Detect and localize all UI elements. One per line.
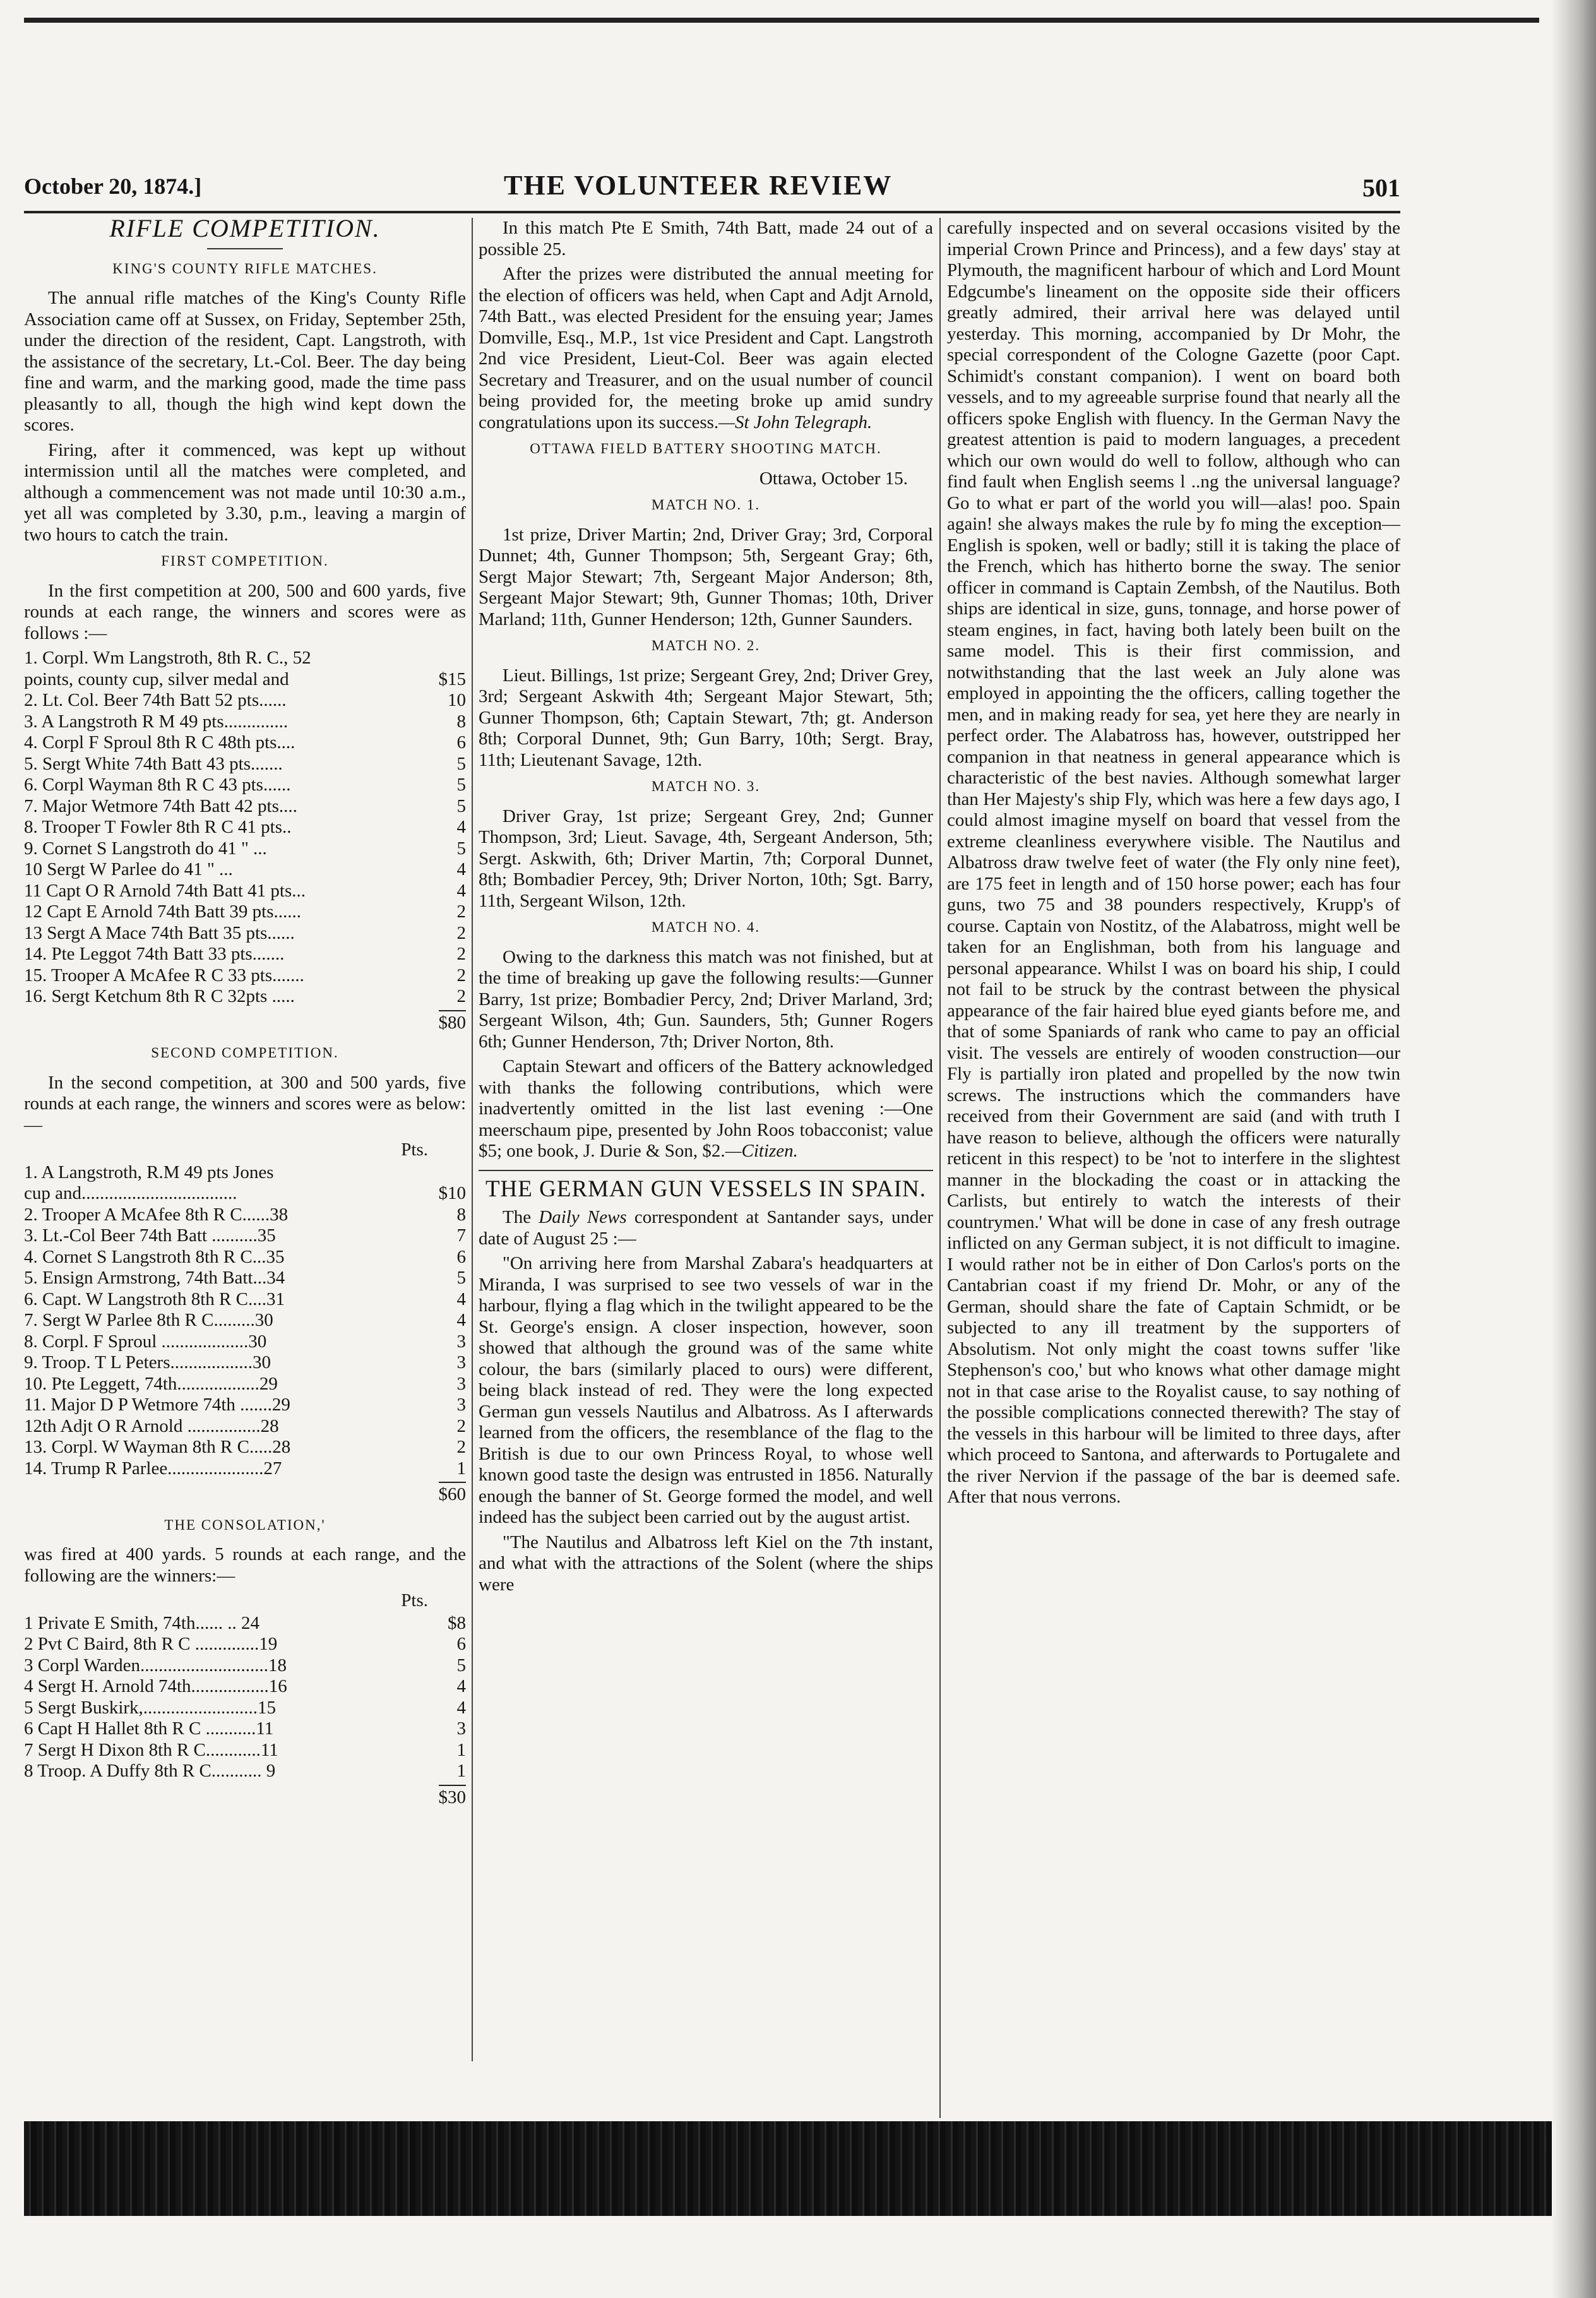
consolation-list xyxy=(24,1613,466,1782)
list-item-text: 4. Cornet S Langstroth 8th R C...35 xyxy=(24,1246,285,1267)
list-item xyxy=(24,648,466,669)
list-item xyxy=(24,1374,466,1395)
list-item-amount: 5 xyxy=(456,1655,466,1676)
list-item-text: 1. A Langstroth, R.M 49 pts Jones xyxy=(24,1162,274,1182)
list-item xyxy=(24,923,466,944)
column-3 xyxy=(947,218,1400,1512)
list-item xyxy=(24,944,466,965)
list-item-amount: 1 xyxy=(456,1458,466,1479)
article-paragraph: Firing, after it commenced, was kept up without intermission until all the matches were completed, and although a commencement was not made until 10:30 a.m., yet all was completed by 3.30, p.m., leaving a margin of two hours to catch the train. xyxy=(24,439,466,545)
list-item-amount: 8 xyxy=(456,711,466,732)
list-item-amount: 10 xyxy=(448,690,466,710)
list-item-text: 5 Sergt Buskirk,.........................15 xyxy=(24,1697,277,1718)
list-item-amount: 4 xyxy=(456,817,466,837)
list-item-text: 10. Pte Leggett, 74th..................29 xyxy=(24,1373,278,1394)
list-item xyxy=(24,1205,466,1226)
list-item-text: 12 Capt E Arnold 74th Batt 39 pts...... xyxy=(24,902,302,922)
list-item-text: 7. Major Wetmore 74th Batt 42 pts.... xyxy=(24,795,297,816)
list-item-amount: 2 xyxy=(456,986,466,1006)
list-item-amount: 4 xyxy=(456,1676,466,1696)
scan-right-edge xyxy=(1552,0,1596,2298)
list-item-amount: 2 xyxy=(456,1437,466,1457)
list-item xyxy=(24,1676,466,1698)
list-item xyxy=(24,838,466,860)
consolation-intro: was fired at 400 yards. 5 rounds at each range, and the following are the winners:— xyxy=(24,1544,466,1586)
consolation-total: $30 xyxy=(24,1787,466,1809)
list-item-text: 9. Cornet S Langstroth do 41 " ... xyxy=(24,838,267,859)
rifle-competition-title: RIFLE COMPETITION. xyxy=(109,214,381,242)
first-competition-intro: In the first competition at 200, 500 and 600 yards, five rounds at each range, the winners and scores were as follows :— xyxy=(24,580,466,643)
list-item-amount: 7 xyxy=(456,1225,466,1246)
article-paragraph: The Daily News correspondent at Santander says, under date of August 25 :— xyxy=(479,1207,933,1249)
list-item-text: 7. Sergt W Parlee 8th R C.........30 xyxy=(24,1310,273,1330)
second-competition-total: $60 xyxy=(24,1484,466,1506)
list-item-amount: 1 xyxy=(456,1761,466,1781)
list-item xyxy=(24,669,466,691)
list-item-text: 3. Lt.-Col Beer 74th Batt ..........35 xyxy=(24,1225,276,1246)
article-paragraph: carefully inspected and on several occasions visited by the imperial Crown Prince and Princess), and a few days' stay at Plymouth, the magnificent harbour of which and Lord Mount Edgcumbe's lineament on the opposite side their officers greatly admired, their arrival here was delayed until yesterday. This morning, accompanied by Dr Mohr, the special correspondent of the Cologne Gazette (poor Capt. Schimidt's constant companion). I went on board both vessels, and to my agreeable surprise found that nearly all the officers spoke English with fluency. In the German Navy the greatest attention is paid to modern languages, a precedent which our own would do well to follow, although who can find fault when English seems l ..ng the universal language? Go to what er part of the world you will—alas! poo. Spain again! she always makes the rule by fo ming the exception—English is spoken, well or badly; still it is taking the place of the French, which has hitherto borne the sway. The senior officer in command is Captain Zembsh, of the Nautilus. Both ships are identical in size, guns, tonnage, and horse power of steam engines, in fact, having both lately been built on the same model. This is their first commission, and notwithstanding that the last week an July alone was employed in appointing the the officers, calling together the men, and in making ready for sea, yet here they are nearly in perfect order. The Alabatross has, however, outstripped her companion in that neatness in general appearance which is characteristic of the best navies. Although somewhat larger than Her Majesty's ship Fly, which was here a few days ago, I could almost imagine myself on board that vessel from the extreme cleanliness everywhere visible. The Nautilus and Albatross draw twelve feet of water (the Fly only nine feet), are 175 feet in length and of 150 horse power; each has four guns, two 75 and 38 pounders respectively, Krupp's of course. Captain von Nostitz, of the Alabatross, might well be taken for an Englishman, both from his language and personal appearance. Whilst I was on board his ship, I could not fail to be struck by the contrast between the physical appearance of the fair haired blue eyed giants before me, and that of some Spaniards of rank who came to pay an official visit. The vessels are entirely of wooden construction—our Fly is partially iron plated and propelled by the now twin screws. The instructions which the commanders have received from their Government are said (and with truth I have reason to believe, although the officers were naturally reticent in this respect) to be 'not to interfere in the slightest manner in the blockading the coast or in attacking the Carlists, but entirely to watch the interests of their countrymen.' What will be done in case of any fresh outrage inflicted on any German subject, it is not difficult to imagine. I would rather not be in either of Don Carlos's ports on the Cantabrian coast if my friend Dr. Mohr, or any of the German, should share the fate of Captain Schmidt, or be subjected to any ill treatment by the supporters of Absolutism. Not only might the coast towns suffer 'like Stephenson's coo,' but who knows what other damage might not in that case arise to the Royalist cause, to say nothing of the possible complications connected therewith? The stay of the vessels in this harbour will be limited to three days, after which proceed to Santona, and afterwards to Portugalete and the river Nervion if the passage of the bar is deemed safe. After that nous verrons. xyxy=(947,218,1400,1507)
second-competition-list xyxy=(24,1162,466,1480)
list-item-amount: $10 xyxy=(438,1183,466,1203)
list-item xyxy=(24,817,466,838)
article-paragraph: The annual rifle matches of the King's County Rifle Association came off at Sussex, on Friday, September 25th, under the direction of the resident, Capt. Langstroth, with the assistance of the secretary, Lt.-Col. Beer. The day being fine and warm, and the marking good, made the time pass pleasantly to all, though the high wind kept down the scores. xyxy=(24,288,466,435)
list-item-text: 1. Corpl. Wm Langstroth, 8th R. C., 52 xyxy=(24,648,311,668)
list-item xyxy=(24,711,466,733)
list-item xyxy=(24,1268,466,1289)
consolation-head: THE CONSOLATION,' xyxy=(164,1516,326,1533)
list-item xyxy=(24,1395,466,1416)
list-item-amount: 2 xyxy=(456,944,466,964)
header-title: THE VOLUNTEER REVIEW xyxy=(504,170,893,201)
header-date: October 20, 1874.] xyxy=(24,174,202,199)
header-page-number: 501 xyxy=(1362,174,1400,202)
list-item-text: 5. Sergt White 74th Batt 43 pts....... xyxy=(24,753,283,774)
list-item-text: 5. Ensign Armstrong, 74th Batt...34 xyxy=(24,1268,285,1288)
list-item-amount: 6 xyxy=(456,732,466,753)
list-item xyxy=(24,796,466,818)
list-item xyxy=(24,1698,466,1719)
list-item-amount: 3 xyxy=(456,1395,466,1415)
list-item-amount: $8 xyxy=(448,1612,466,1633)
first-competition-head: FIRST COMPETITION. xyxy=(161,553,329,569)
list-item-amount: 1 xyxy=(456,1739,466,1760)
list-item-amount: 5 xyxy=(456,1268,466,1288)
list-item-text: 9. Troop. T L Peters..................30 xyxy=(24,1352,271,1372)
match-4-results: Owing to the darkness this match was not finished, but at the time of breaking up gave the following results:—Gunner Barry, 1st prize; Bombadier Percy, 2nd; Driver Marland, 3rd; Sergeant Wilson, 4th; Gun. Saunders, 5th; Gunner Rogers 6th; Gunner Henderson, 7th; Driver Norton, 8th. xyxy=(479,946,933,1052)
list-item-text: 2. Lt. Col. Beer 74th Batt 52 pts...... xyxy=(24,690,287,710)
match-4-head: MATCH NO. 4. xyxy=(651,919,761,935)
list-item-amount xyxy=(441,648,466,669)
list-item xyxy=(24,754,466,775)
source-credit: —St John Telegraph. xyxy=(718,412,872,432)
list-item-text: cup and.................................. xyxy=(24,1183,237,1203)
points-heading: Pts. xyxy=(401,1590,428,1610)
list-item-amount: 6 xyxy=(456,1634,466,1654)
list-item xyxy=(24,986,466,1008)
list-item-text: 8. Corpl. F Sproul ...................30 xyxy=(24,1331,267,1352)
list-item xyxy=(24,1289,466,1311)
list-item xyxy=(24,690,466,711)
list-item-amount: 2 xyxy=(456,965,466,985)
list-item xyxy=(24,965,466,987)
list-item xyxy=(24,859,466,881)
list-item-text: 10 Sergt W Parlee do 41 " ... xyxy=(24,859,233,879)
header-rule xyxy=(24,211,1400,213)
column-divider-2 xyxy=(939,218,941,2118)
list-item xyxy=(24,1761,466,1782)
article-paragraph: "The Nautilus and Albatross left Kiel on the 7th instant, and what with the attractions of the Solent (where the ships were xyxy=(479,1532,933,1595)
first-competition-total: $80 xyxy=(24,1013,466,1034)
list-item-text: 3 Corpl Warden............................18 xyxy=(24,1655,287,1676)
list-item-text: 1 Private E Smith, 74th...... .. 24 xyxy=(24,1612,259,1633)
list-item xyxy=(24,1331,466,1353)
list-item-amount: 3 xyxy=(456,1331,466,1352)
list-item xyxy=(24,1613,466,1634)
second-competition-head: SECOND COMPETITION. xyxy=(151,1045,339,1061)
list-item-text: 6 Capt H Hallet 8th R C ...........11 xyxy=(24,1718,274,1739)
list-item-text: points, county cup, silver medal and xyxy=(24,669,289,689)
list-item-amount: 5 xyxy=(456,775,466,795)
list-item-text: 7 Sergt H Dixon 8th R C............11 xyxy=(24,1739,278,1760)
match-2-head: MATCH NO. 2. xyxy=(651,638,761,653)
list-item xyxy=(24,732,466,754)
list-item xyxy=(24,1225,466,1247)
list-item-text: 13 Sergt A Mace 74th Batt 35 pts...... xyxy=(24,922,295,943)
list-item xyxy=(24,881,466,902)
list-item-text: 15. Trooper A McAfee R C 33 pts....... xyxy=(24,965,304,985)
list-item-amount: 4 xyxy=(456,859,466,879)
list-item-text: 16. Sergt Ketchum 8th R C 32pts ..... xyxy=(24,986,295,1006)
list-item-amount: 3 xyxy=(456,1373,466,1394)
list-item xyxy=(24,1416,466,1438)
list-item-text: 2. Trooper A McAfee 8th R C......38 xyxy=(24,1204,289,1225)
list-item xyxy=(24,1352,466,1374)
list-item-text: 6. Capt. W Langstroth 8th R C....31 xyxy=(24,1289,285,1309)
list-item xyxy=(24,1718,466,1740)
article-paragraph: In this match Pte E Smith, 74th Batt, made 24 out of a possible 25. xyxy=(479,218,933,259)
article-paragraph: After the prizes were distributed the annual meeting for the election of officers was held, when Capt and Adjt Arnold, 74th Batt., was elected President for the ensuing year; James Domville, Esq., M.P., 1st vice President and Capt. Langstroth 2nd vice President, Lieut-Col. Beer was again elected Secretary and Treasurer, and on the usual number of council being provided for, the meeting broke up amid sundry congratulations upon its success.—St John Telegraph. xyxy=(479,264,933,432)
list-item-text: 8. Trooper T Fowler 8th R C 41 pts.. xyxy=(24,817,292,837)
list-item xyxy=(24,1437,466,1458)
list-item-amount: 2 xyxy=(456,1415,466,1436)
list-item-amount: 3 xyxy=(456,1352,466,1372)
article-paragraph: "On arriving here from Marshal Zabara's headquarters at Miranda, I was surprised to see two vessels of war in the harbour, flying a flag which in the twilight appeared to be the St. George's ensign. A closer inspection, however, soon showed that although the ground was of the same white colour, the bars (similarly placed to ours) were different, being black instead of red. They were the long expected German gun vessels Nautilus and Albatross. As I afterwards learned from the officers, the resemblance of the flag to the British is due to our own Princess Royal, to whose well known good taste the design was entrusted in 1856. Naturally enough the banner of St. George formed the model, and well indeed has the subject been carried out by the august artist. xyxy=(479,1253,933,1527)
page-header xyxy=(24,169,1400,207)
list-item-text: 2 Pvt C Baird, 8th R C ..............19 xyxy=(24,1634,278,1654)
list-item-text: 13. Corpl. W Wayman 8th R C.....28 xyxy=(24,1437,291,1457)
column-divider-1 xyxy=(472,218,473,2061)
list-item xyxy=(24,1655,466,1677)
list-item-text: 11. Major D P Wetmore 74th .......29 xyxy=(24,1395,290,1415)
list-item xyxy=(24,1458,466,1480)
section-rule xyxy=(479,1170,933,1171)
list-item-text: 8 Troop. A Duffy 8th R C........... 9 xyxy=(24,1761,276,1781)
ottawa-dateline: Ottawa, October 15. xyxy=(759,468,908,489)
list-item-amount: 5 xyxy=(456,795,466,816)
list-item-amount: 5 xyxy=(456,753,466,774)
article-paragraph: Captain Stewart and officers of the Battery acknowledged with thanks the following contributions, which were inadvertently omitted in the list last evening :—One meerschaum pipe, presented by John Roos tobacconist; value $5; one book, J. Durie & Son, $2.—Citizen. xyxy=(479,1056,933,1161)
source-credit: —Citizen. xyxy=(725,1141,798,1161)
list-item xyxy=(24,1183,466,1205)
match-1-results: 1st prize, Driver Martin; 2nd, Driver Gray; 3rd, Corporal Dunnet; 4th, Gunner Thompson; 5th, Sergeant Gray; 6th, Sergt Major Stewart; 7th, Sergeant Major Anderson; 8th, Sergeant Major Stewart; 9th, Gunner Thomas; 10th, Driver Marland; 11th, Gunner Henderson; 12th, Gunner Saunders. xyxy=(479,524,933,629)
list-item-amount: 5 xyxy=(456,838,466,859)
ottawa-match-head: OTTAWA FIELD BATTERY SHOOTING MATCH. xyxy=(530,441,882,456)
list-item-amount: 6 xyxy=(456,1246,466,1267)
list-item-amount: 3 xyxy=(456,1718,466,1739)
match-3-head: MATCH NO. 3. xyxy=(651,778,761,794)
german-gun-vessels-head: THE GERMAN GUN VESSELS IN SPAIN. xyxy=(485,1176,927,1202)
match-1-head: MATCH NO. 1. xyxy=(651,497,761,513)
list-item xyxy=(24,1310,466,1331)
list-item-amount: 4 xyxy=(456,1697,466,1718)
list-item xyxy=(24,775,466,796)
first-competition-list xyxy=(24,648,466,1008)
top-border-rule xyxy=(24,18,1539,23)
scan-bottom-band xyxy=(24,2121,1552,2216)
list-item-text: 4. Corpl F Sproul 8th R C 48th pts.... xyxy=(24,732,295,753)
list-item-text: 14. Trump R Parlee.....................27 xyxy=(24,1458,282,1479)
list-item-text: 11 Capt O R Arnold 74th Batt 41 pts... xyxy=(24,880,306,901)
list-item-amount xyxy=(441,1162,466,1184)
list-item-amount: 2 xyxy=(456,902,466,922)
list-item-text: 12th Adjt O R Arnold ................28 xyxy=(24,1415,279,1436)
list-item-text: 6. Corpl Wayman 8th R C 43 pts...... xyxy=(24,775,291,795)
kings-county-subhead: KING'S COUNTY RIFLE MATCHES. xyxy=(112,260,378,277)
list-item xyxy=(24,1162,466,1184)
list-item xyxy=(24,902,466,923)
column-2 xyxy=(479,218,933,1599)
list-item xyxy=(24,1740,466,1761)
list-item xyxy=(24,1634,466,1655)
column-1 xyxy=(24,214,466,1817)
points-heading: Pts. xyxy=(401,1140,428,1160)
list-item-text: 3. A Langstroth R M 49 pts.............. xyxy=(24,711,289,732)
title-rule xyxy=(207,248,283,249)
list-item-text: 4 Sergt H. Arnold 74th.................16 xyxy=(24,1676,287,1696)
list-item-amount: 2 xyxy=(456,922,466,943)
list-item-amount: 8 xyxy=(456,1204,466,1225)
list-item xyxy=(24,1247,466,1268)
list-item-amount: $15 xyxy=(438,669,466,689)
match-3-results: Driver Gray, 1st prize; Sergeant Grey, 2nd; Gunner Thompson, 3rd; Lieut. Savage, 4th, Sergeant Anderson, 5th; Sergt. Askwith, 6th; Driver Martin, 7th; Corporal Dunnet, 8th; Bombadier Percey, 9th; Driver Norton, 10th; Sgt. Barry, 11th, Sergeant Wilson, 12th. xyxy=(479,806,933,911)
list-item-amount: 4 xyxy=(456,1289,466,1309)
list-item-amount: 4 xyxy=(456,880,466,901)
list-item-text: 14. Pte Leggot 74th Batt 33 pts....... xyxy=(24,944,285,964)
list-item-amount: 4 xyxy=(456,1310,466,1330)
match-2-results: Lieut. Billings, 1st prize; Sergeant Grey, 2nd; Driver Grey, 3rd; Sergeant Askwith 4th; Sergeant Major Stewart, 5th; Gunner Thompson, 6th; Captain Stewart, 7th; gt. Anderson 8th; Corporal Dunnet, 9th; Gun Barry, 10th; Sergt. Bray, 11th; Lieutenant Savage, 12th. xyxy=(479,665,933,770)
second-competition-intro: In the second competition, at 300 and 500 yards, five rounds at each range, the winners and scores were as below:— xyxy=(24,1072,466,1135)
